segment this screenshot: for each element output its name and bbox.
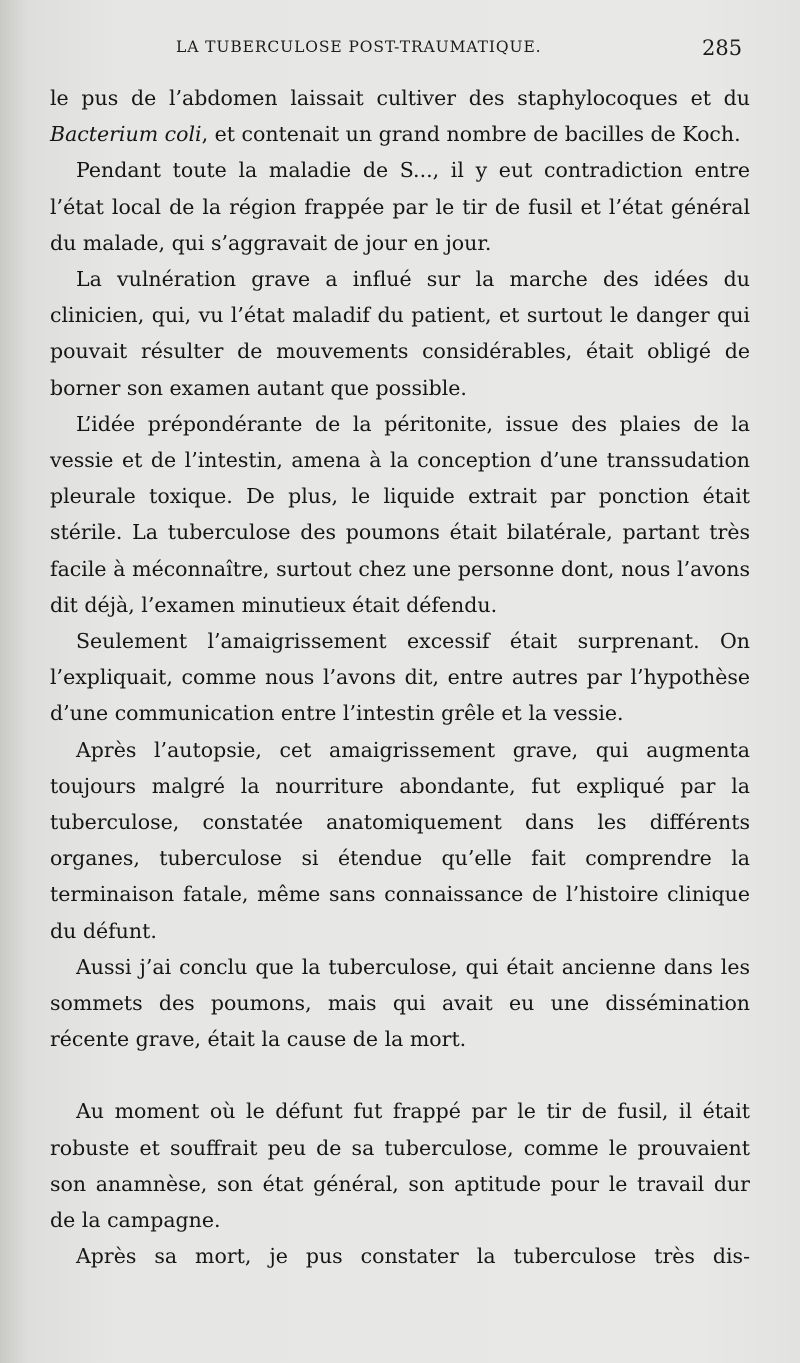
paragraph-8: Au moment où le défunt fut frappé par le tir de fusil, il était robuste et souffrait peu de sa tuberculose, comme le prouvaient son anamnèse, son état général, son aptitude pour le travail dur de la campagne. <box>50 1099 750 1233</box>
paragraph-5: Seulement l’amaigrissement excessif était surprenant. On l’expliquait, comme nous l’avons dit, entre autres par l’hypothèse d’une communication entre l’intestin grêle et la vessie. <box>50 629 750 726</box>
paragraph-4: L’idée prépondérante de la péritonite, issue des plaies de la vessie et de l’intestin, amena à la conception d’une transsudation pleurale toxique. De plus, le liquide extrait par ponction était stérile. La tuberculose des poumons était bilatérale, partant très facile à méconnaître, surtout chez une personne dont, nous l’avons dit déjà, l’examen minutieux était défendu. <box>50 411 750 617</box>
paragraph-1-before: le pus de l’abdomen laissait cultiver des staphylocoques et du <box>50 86 750 110</box>
body-text <box>50 80 750 1275</box>
running-title: LA TUBERCULOSE POST-TRAUMATIQUE. <box>176 38 542 56</box>
paragraph-1 <box>50 80 750 152</box>
paragraph-2: Pendant toute la maladie de S..., il y eut contradiction entre l’état local de la région frappée par le tir de fusil et l’état général du malade, qui s’aggravait de jour en jour. <box>50 158 750 255</box>
paragraph-1-after: , et contenait un grand nombre de bacilles de Koch. <box>201 122 741 147</box>
paragraph-7: Aussi j’ai conclu que la tuberculose, qui était ancienne dans les sommets des poumons, mais qui avait eu une dissémination récente grave, était la cause de la mort. <box>50 954 750 1052</box>
page-header <box>0 36 800 66</box>
paragraph-1-italic: Bacterium coli <box>50 122 202 147</box>
paragraph-3: La vulnération grave a influé sur la marche des idées du clinicien, qui, vu l’état maladif du patient, et surtout le danger qui pouvait résulter de mouvements considérables, était obligé de borner son examen autant que possible. <box>50 267 750 400</box>
paragraph-9: Après sa mort, je pus constater la tuberculose très dis- <box>76 1244 750 1269</box>
page-number: 285 <box>702 36 743 60</box>
paragraph-6: Après l’autopsie, cet amaigrissement grave, qui augmenta toujours malgré la nourriture abondante, fut expliqué par la tuberculose, constatée anatomiquement dans les différents organes, tuberculose si étendue qu’elle fait comprendre la terminaison fatale, même sans connaissance de l’histoire clinique du défunt. <box>50 737 750 943</box>
